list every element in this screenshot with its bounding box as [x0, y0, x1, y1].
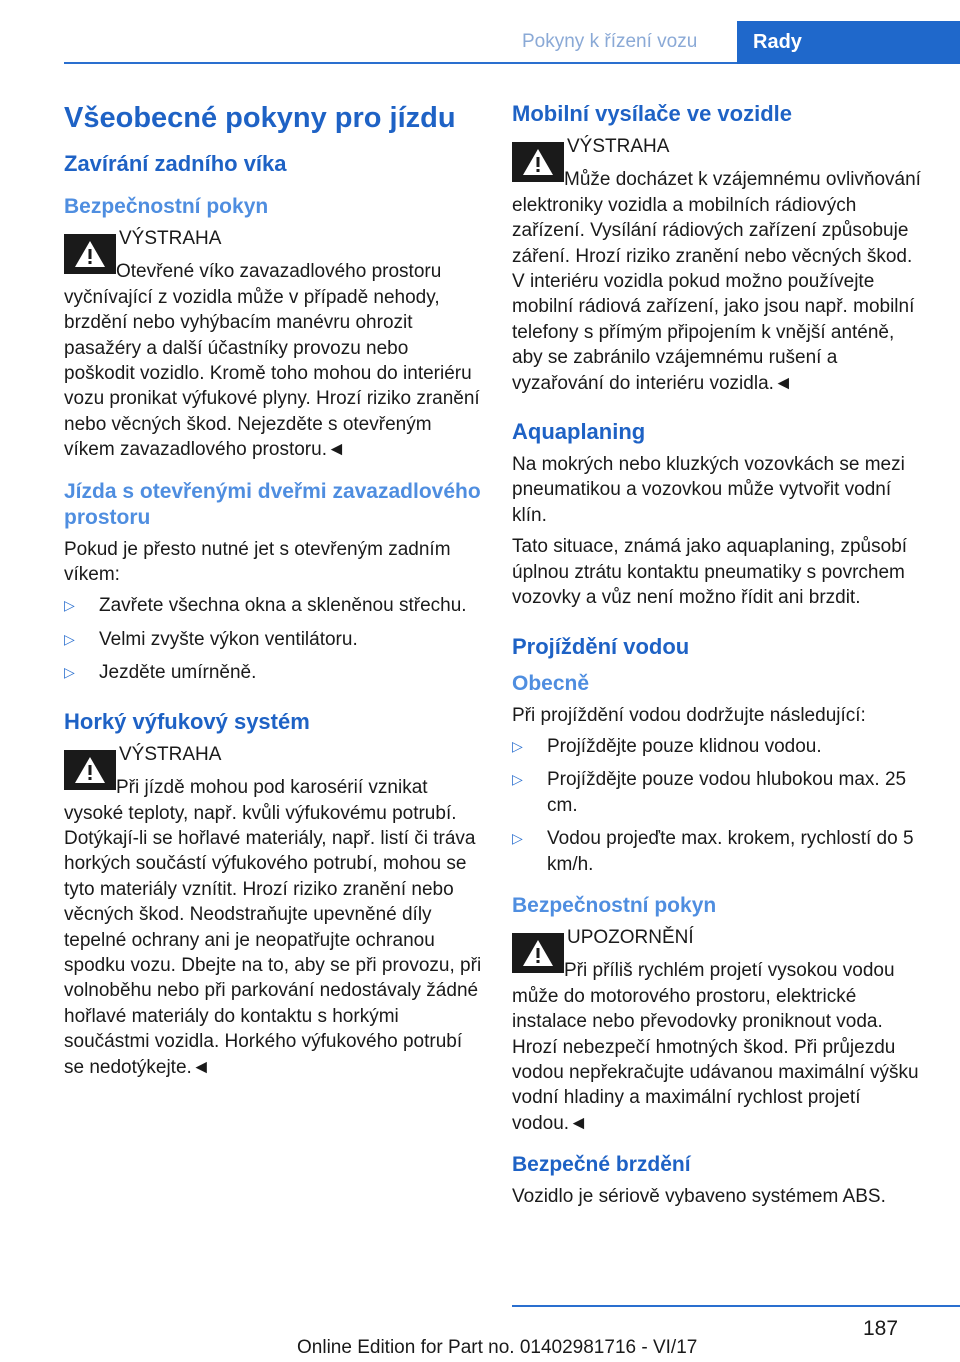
warning-block-water [512, 925, 930, 1136]
subheading-general: Obecně [512, 671, 590, 695]
list-item: ▷ Jezděte umírněně. [64, 660, 482, 685]
list-item: ▷ Vodou projeďte max. krokem, rychlostí do 5 km/h. [512, 828, 914, 875]
warning-title: UPOZORNĚNÍ [567, 926, 694, 948]
list-item: ▷ Projíždějte pouze klidnou vodou. [512, 734, 930, 759]
warning-title: VÝSTRAHA [567, 136, 670, 157]
paragraph-safe-braking: Vozidlo je sériově vybaveno systémem ABS. [512, 1186, 886, 1208]
warning-block-exhaust [64, 742, 482, 1080]
header-section-title: Pokyny k řízení vozu [522, 31, 698, 52]
bullet-triangle-icon: ▷ [512, 771, 523, 788]
header-tab: Rady [737, 21, 960, 64]
bullet-triangle-icon: ▷ [64, 630, 75, 647]
section-heading-hot-exhaust: Horký výfukový systém [64, 708, 310, 734]
warning-triangle-icon [64, 234, 116, 274]
section-heading-water-crossing: Projíždění vodou [512, 633, 690, 659]
warning-triangle-icon [64, 750, 116, 790]
warning-block-mobile [512, 134, 930, 396]
page-title: Všeobecné pokyny pro jízdu [64, 102, 456, 134]
footer-rule [512, 1305, 960, 1307]
paragraph-water-crossing: Při projíždění vodou dodržujte následující: [512, 704, 866, 726]
subheading-open-doors: Jízda s otevřenými dveřmi zavazadlového prostoru [64, 479, 481, 529]
section-heading-trunk-lid: Zavírání zadního víka [64, 151, 287, 176]
page-number: 187 [863, 1317, 899, 1340]
footer-edition-text: Online Edition for Part no. 01402981716 - VI/17 [297, 1337, 698, 1358]
list-open-doors [64, 593, 482, 685]
warning-title: VÝSTRAHA [119, 743, 222, 765]
warning-text: Otevřené víko zavazadlového prostoru vyčnívající z vozidla může v případě nehody, brzdění nebo vyhýbacím manévru ohrozit pasažéry a další účastníky provozu nebo poškodit vozidlo. Kromě toho mohou do interiéru vozu pronikat výfukové plyny. Hrozí riziko zranění nebo věcných škod. Nejezděte s otevřeným víkem zavazadlového prostoru.◄ [64, 261, 480, 461]
paragraph-open-doors: Pokud je přesto nutné jet s otevřeným zadním víkem: [64, 538, 451, 586]
list-item: ▷ Velmi zvyšte výkon ventilátoru. [64, 627, 482, 652]
list-water-crossing [512, 734, 930, 877]
subheading-safety-note: Bezpečnostní pokyn [512, 893, 717, 917]
left-column [64, 100, 482, 1086]
subheading-safety-note: Bezpečnostní pokyn [64, 195, 269, 218]
bullet-triangle-icon: ▷ [64, 597, 75, 614]
right-column [512, 100, 930, 1216]
warning-text: Při jízdě mohou pod karosérií vznikat vysoké teploty, např. kvůli výfukovému potrubí. Dotýkají-li se hořlavé materiály, např. listí či tráva horkých součástí výfukového potrubí, mohou se tyto materiály vznítit. Hrozí riziko zranění nebo věcných škod. Neodstraňujte upevněné díly tepelné ochrany ani je neopatřujte ochranou spodku vozu. Dbejte na to, aby se při provozu, při volnoběhu nebo při parkování nedostávaly žádné hořlavé materiály do kontaktu s horkými součástmi vozidla. Horkého výfukového potrubí se nedotýkejte.◄ [64, 777, 482, 1078]
paragraph-aquaplaning-2: Tato situace, známá jako aquaplaning, způsobí úplnou ztrátu kontaktu pneumatiky s povrchem vozovky a vůz není možno řídit ani brzdit. [512, 536, 908, 609]
warning-block-trunk [64, 226, 482, 463]
warning-title: VÝSTRAHA [119, 228, 222, 249]
warning-text: Při příliš rychlém projetí vysokou vodou může do motorového prostoru, elektrické instalace nebo převodovky proniknout voda. Hrozí nebezpečí hmotných škod. Při průjezdu vodou nepřekračujte udávanou maximální výšku vodní hladiny a maximální rychlost projetí vodou.◄ [512, 960, 919, 1134]
section-heading-aquaplaning: Aquaplaning [512, 419, 646, 445]
list-item: ▷ Zavřete všechna okna a skleněnou střechu. [64, 593, 482, 618]
bullet-triangle-icon: ▷ [64, 664, 75, 681]
warning-triangle-icon [512, 933, 564, 973]
list-item: ▷ Projíždějte pouze vodou hlubokou max. 25 cm. [512, 769, 907, 816]
paragraph-aquaplaning-1: Na mokrých nebo kluzkých vozovkách se mezi pneumatikou a vozovkou může vytvořit vodní klín. [512, 454, 905, 526]
bullet-triangle-icon: ▷ [512, 737, 523, 754]
subheading-safe-braking: Bezpečné brzdění [512, 1153, 691, 1177]
bullet-triangle-icon: ▷ [512, 830, 523, 847]
section-heading-mobile-transmitters: Mobilní vysílače ve vozidle [512, 101, 792, 126]
warning-triangle-icon [512, 142, 564, 182]
warning-text: Může docházet k vzájemnému ovlivňování elektroniky vozidla a mobilních rádiových zařízení. Vysílání rádiových zařízení způsobuje záření. Hrozí riziko zranění nebo věcných škod. V interiéru vozidla pokud možno používejte mobilní rádiová zařízení, jako jsou např. mobilní telefony s přímým připojením k vnější anténě, aby se zabránilo vzájemnému rušení a vyzařování do interiéru vozidla.◄ [512, 169, 921, 394]
